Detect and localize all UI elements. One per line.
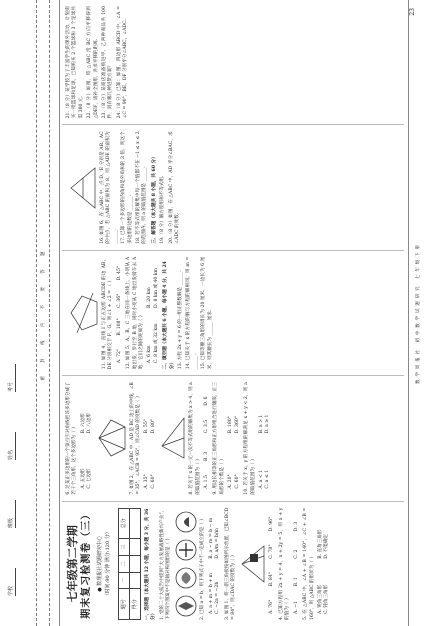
option[interactable]: C. 钝角三角形 bbox=[324, 584, 330, 614]
question-12-options bbox=[147, 257, 160, 369]
option[interactable]: A. 1.5 bbox=[204, 475, 210, 489]
score-row-label: 得分 bbox=[129, 589, 140, 620]
option[interactable]: B. 84° bbox=[269, 571, 275, 587]
column-1 bbox=[62, 501, 404, 626]
field-name: 姓名 bbox=[8, 432, 16, 460]
title-org: ● 数理报社试题研究中心 bbox=[97, 535, 103, 592]
title-line-1: 七年级第二学期 bbox=[66, 525, 79, 603]
option[interactable]: B. 1 bbox=[293, 577, 299, 587]
option[interactable]: D. 8 km 或 40 km bbox=[153, 268, 159, 308]
field-class: 班级 bbox=[8, 500, 16, 528]
question-9: 9. 用边长相等的正三角形和正方形组合进行镶嵌，正三角形的个数是（ ） bbox=[213, 382, 225, 495]
question-13: 13. 方程 2x + y = 6 的一组正整数解是 ______. bbox=[178, 270, 184, 370]
binding-strip bbox=[0, 0, 60, 626]
option[interactable]: B. 108° bbox=[116, 318, 122, 336]
option[interactable]: C. 60° bbox=[150, 474, 156, 489]
question-1: 1. 党的二十大报告中提到“大力发展战略性新兴产业”，下列四个图案中不是轴对称图形的是（ ） bbox=[159, 507, 172, 620]
question-20: 20.（8 分）如图，在 △ABC 中，AD 平分∠BAC，求∠ADC 的度数. bbox=[168, 131, 181, 244]
score-cell[interactable] bbox=[129, 539, 140, 556]
question-11-options bbox=[117, 257, 123, 369]
question-6-options bbox=[81, 382, 94, 494]
score-header: 总分 bbox=[118, 508, 129, 539]
question-18: 18. 若不等式组的解集中每一个值都不在 −1 ≤ x ≤ 2 的范围内，则 a 的取值范围是 ______. bbox=[136, 131, 148, 244]
option[interactable]: C. 七边形 bbox=[87, 468, 93, 489]
emblem-c-icon bbox=[175, 539, 197, 561]
question-16-figure bbox=[69, 131, 97, 243]
option[interactable]: C. 8 km 或 32 km bbox=[153, 323, 159, 364]
option[interactable]: D. a/m = b/m bbox=[215, 528, 221, 559]
option[interactable]: B. a > 1 bbox=[258, 414, 264, 434]
question-11-figure bbox=[69, 257, 99, 369]
title-time: （时间:90 分钟 满分:120 分） bbox=[105, 529, 112, 599]
question-5-options bbox=[318, 508, 331, 620]
score-cell[interactable] bbox=[129, 555, 140, 572]
score-header: 三 bbox=[118, 539, 129, 556]
question-23: 23.（8 分）某商店准备购进甲、乙两种商品共 100 件，问有哪几种进货方案？ bbox=[102, 5, 114, 119]
question-7-figure bbox=[97, 382, 127, 494]
regular-pentagon-figure bbox=[69, 293, 99, 333]
pentagon-figure bbox=[97, 416, 127, 460]
page-number: 23 bbox=[409, 8, 416, 16]
question-19: 19.（8 分）解方程组和不等式组. bbox=[160, 175, 166, 244]
option[interactable]: D. 6 bbox=[204, 396, 210, 406]
option[interactable]: A. 72° bbox=[116, 348, 122, 364]
option[interactable]: B. a − m = b − m bbox=[208, 517, 214, 559]
column-2 bbox=[62, 375, 404, 500]
question-7-options bbox=[144, 382, 157, 494]
question-14: 14. 已知关于 x 的方程的解与方程的解相同，则 m = ______. bbox=[186, 256, 198, 370]
option[interactable]: D. 45° bbox=[116, 265, 122, 281]
question-12: 12. 如图 5，A、B、C 三地在同一条线上，小明从 A 地出发，步行至 B 地，同时小亮从 C 地出发骑车去 A 地，它们之间的距离为（ ） bbox=[126, 256, 145, 370]
score-header: 二 bbox=[118, 555, 129, 572]
question-5: 5. 在 △ABC 中，∠A + ∠B = 140°，∠C + ∠B = 160°，则 △ABC 的形状为（ ） bbox=[303, 507, 315, 620]
column-5 bbox=[62, 0, 404, 124]
student-info-fields bbox=[8, 364, 16, 596]
question-16: 16. 如图 6，在 △ABC 中，点 D、E 分别是 AB、AC 的中点，若 △ABC 的面积为 8，则 △ADE 的面积为 ______. bbox=[100, 131, 118, 244]
option[interactable]: B. 20 km bbox=[147, 287, 153, 308]
triangle-median-figure bbox=[160, 416, 186, 460]
option[interactable]: A. 35° bbox=[144, 474, 150, 489]
option[interactable]: A. 锐角三角形 bbox=[317, 584, 323, 614]
field-school: 学校 bbox=[8, 568, 16, 596]
option[interactable]: D. a ≥ 1 bbox=[265, 414, 271, 434]
option[interactable]: B. 180° bbox=[228, 416, 234, 434]
field-exam-number: 考号 bbox=[8, 364, 16, 392]
option[interactable]: C. 60° bbox=[234, 474, 240, 489]
seal-line: 密 封 线 内 不 要 答 题 bbox=[36, 0, 50, 626]
question-21: 21.（8 分）某学校为了丰富学生的课外活动，计划购买一批篮球和足球，已知购买 2 个篮球和 3 个足球共需 380 元. bbox=[66, 5, 84, 119]
option[interactable]: D. 3 bbox=[293, 521, 299, 532]
option[interactable]: D. 八边形 bbox=[87, 413, 93, 434]
question-1-figures bbox=[175, 508, 197, 620]
question-3-figure bbox=[240, 508, 266, 620]
question-3-options bbox=[269, 508, 275, 620]
question-8-options bbox=[204, 382, 210, 494]
score-cell[interactable] bbox=[129, 572, 140, 589]
page-footer: 数学周报社 初中数学试题研究 七年级下册 bbox=[408, 0, 427, 626]
section-3-heading: 三、解答题（本大题共 8 小题，共 60 分） bbox=[151, 154, 157, 244]
question-24: 24.（8 分）已知：如图，四边形 ABCD 中，∠A = ∠C = 90°，BE、DF 分别平分∠ABC、∠ADC. bbox=[116, 5, 129, 119]
score-cell[interactable] bbox=[129, 508, 140, 539]
question-17: 17. 已知一个多边形的内角和是外角和的 3 倍，则这个多边形的边数是 ______. bbox=[121, 131, 133, 244]
title-line-2: 期末复习检测卷（三） bbox=[81, 508, 92, 619]
question-11: 11. 如图 4，直线 l 与正五边形 ABCDE 的边 AB、DE 分别相交于 F、G，则∠1 + ∠2 = （ ） bbox=[102, 256, 114, 370]
emblem-d-icon bbox=[175, 511, 197, 533]
option[interactable]: A. 76° bbox=[269, 599, 275, 614]
question-3: 3. 如图 1，将一副三角板按如图所示放置，已知∠BCD = 84°，则∠DAC 的度数为（ ） bbox=[224, 507, 237, 620]
option[interactable]: D. 不能确定 bbox=[324, 533, 330, 559]
question-8-figure bbox=[160, 382, 186, 494]
question-6: 6. 过某正多边形的一个顶点引对角线把该多边形分成了若干个三角形，这个多边形为（ ） bbox=[66, 382, 78, 495]
option[interactable]: B. 55° bbox=[144, 418, 150, 434]
option[interactable]: C. 36° bbox=[116, 293, 122, 308]
option[interactable]: A. −1 bbox=[293, 600, 299, 614]
triangle-set-figure bbox=[240, 544, 266, 584]
question-4: 4. 已知方程组 2x + y = 4，x + 2y = 5，则 x + y 的值为（ ） bbox=[278, 507, 291, 620]
emblem-a-icon bbox=[175, 595, 197, 617]
option[interactable]: C. 2 bbox=[293, 549, 299, 559]
option[interactable]: B. 直角三角形 bbox=[317, 529, 323, 559]
option[interactable]: C. −2a = −2b bbox=[215, 581, 221, 614]
option[interactable]: A. 20° bbox=[228, 474, 234, 489]
option[interactable]: C. a ≤ 1 bbox=[265, 469, 271, 489]
option[interactable]: A. 五边形 bbox=[80, 468, 86, 489]
triangle-midpoints-figure bbox=[69, 166, 97, 210]
option[interactable]: A. 6 km bbox=[147, 345, 153, 364]
option[interactable]: C. 78° bbox=[269, 544, 275, 559]
column-4 bbox=[62, 124, 404, 249]
option[interactable]: D. 80° bbox=[150, 418, 156, 434]
question-4-options bbox=[294, 508, 300, 620]
score-table bbox=[118, 508, 141, 620]
section-1-heading: 一、选择题（本大题共 12 小题，每小题 3 分，共 36 分） bbox=[144, 508, 157, 620]
option[interactable]: D. 96° bbox=[269, 516, 275, 532]
question-22: 22.（8 分）如图，将 △ABC 沿 BC 方向平移得到 △DEF，请补全图形，并求平移的距离. bbox=[87, 5, 99, 119]
option[interactable]: C. 3.5 bbox=[204, 419, 210, 434]
option[interactable]: B. 3 bbox=[204, 451, 210, 461]
question-9-options bbox=[228, 382, 241, 494]
question-2-options bbox=[209, 508, 222, 620]
question-columns bbox=[62, 0, 404, 626]
question-2: 2. 已知 a = b，则下列式子中不一定成立的是（ ） bbox=[200, 516, 206, 620]
option[interactable]: B. 六边形 bbox=[80, 413, 86, 434]
question-8: 8. 若关于 x 的一元一次不等式组的解集为 x > 4，则 a 的取值范围为（ ） bbox=[189, 382, 201, 495]
question-10-options bbox=[259, 382, 272, 494]
score-header: 一 bbox=[118, 572, 129, 589]
option[interactable]: D. 360° bbox=[234, 415, 240, 434]
option[interactable]: A. a < 1 bbox=[258, 469, 264, 489]
exam-title bbox=[66, 508, 112, 620]
score-header: 题号 bbox=[118, 589, 129, 620]
section-2-heading: 二、填空题（本大题共 6 小题，每小题 4 分，共 24 分） bbox=[163, 261, 175, 370]
question-15: 15. 已知等腰三角形的周长为 20 厘米，一边长为 6 厘米，则其腰长为 ______ 厘米. bbox=[201, 256, 213, 370]
question-7: 7. 如图 2，在 △ABC 中，AD 是 BC 边上的中线，∠B = 35°，∠ACB = 95°，则∠CAD 的度数是（ ） bbox=[129, 382, 142, 495]
option[interactable]: A. a + m = b + m bbox=[208, 573, 214, 614]
column-3 bbox=[62, 250, 404, 375]
question-10: 10. 若关于 x、y 的方程组的解满足 x + y < 2，则 a 的取值范围为（ ） bbox=[244, 382, 256, 495]
emblem-b-icon bbox=[175, 567, 197, 589]
